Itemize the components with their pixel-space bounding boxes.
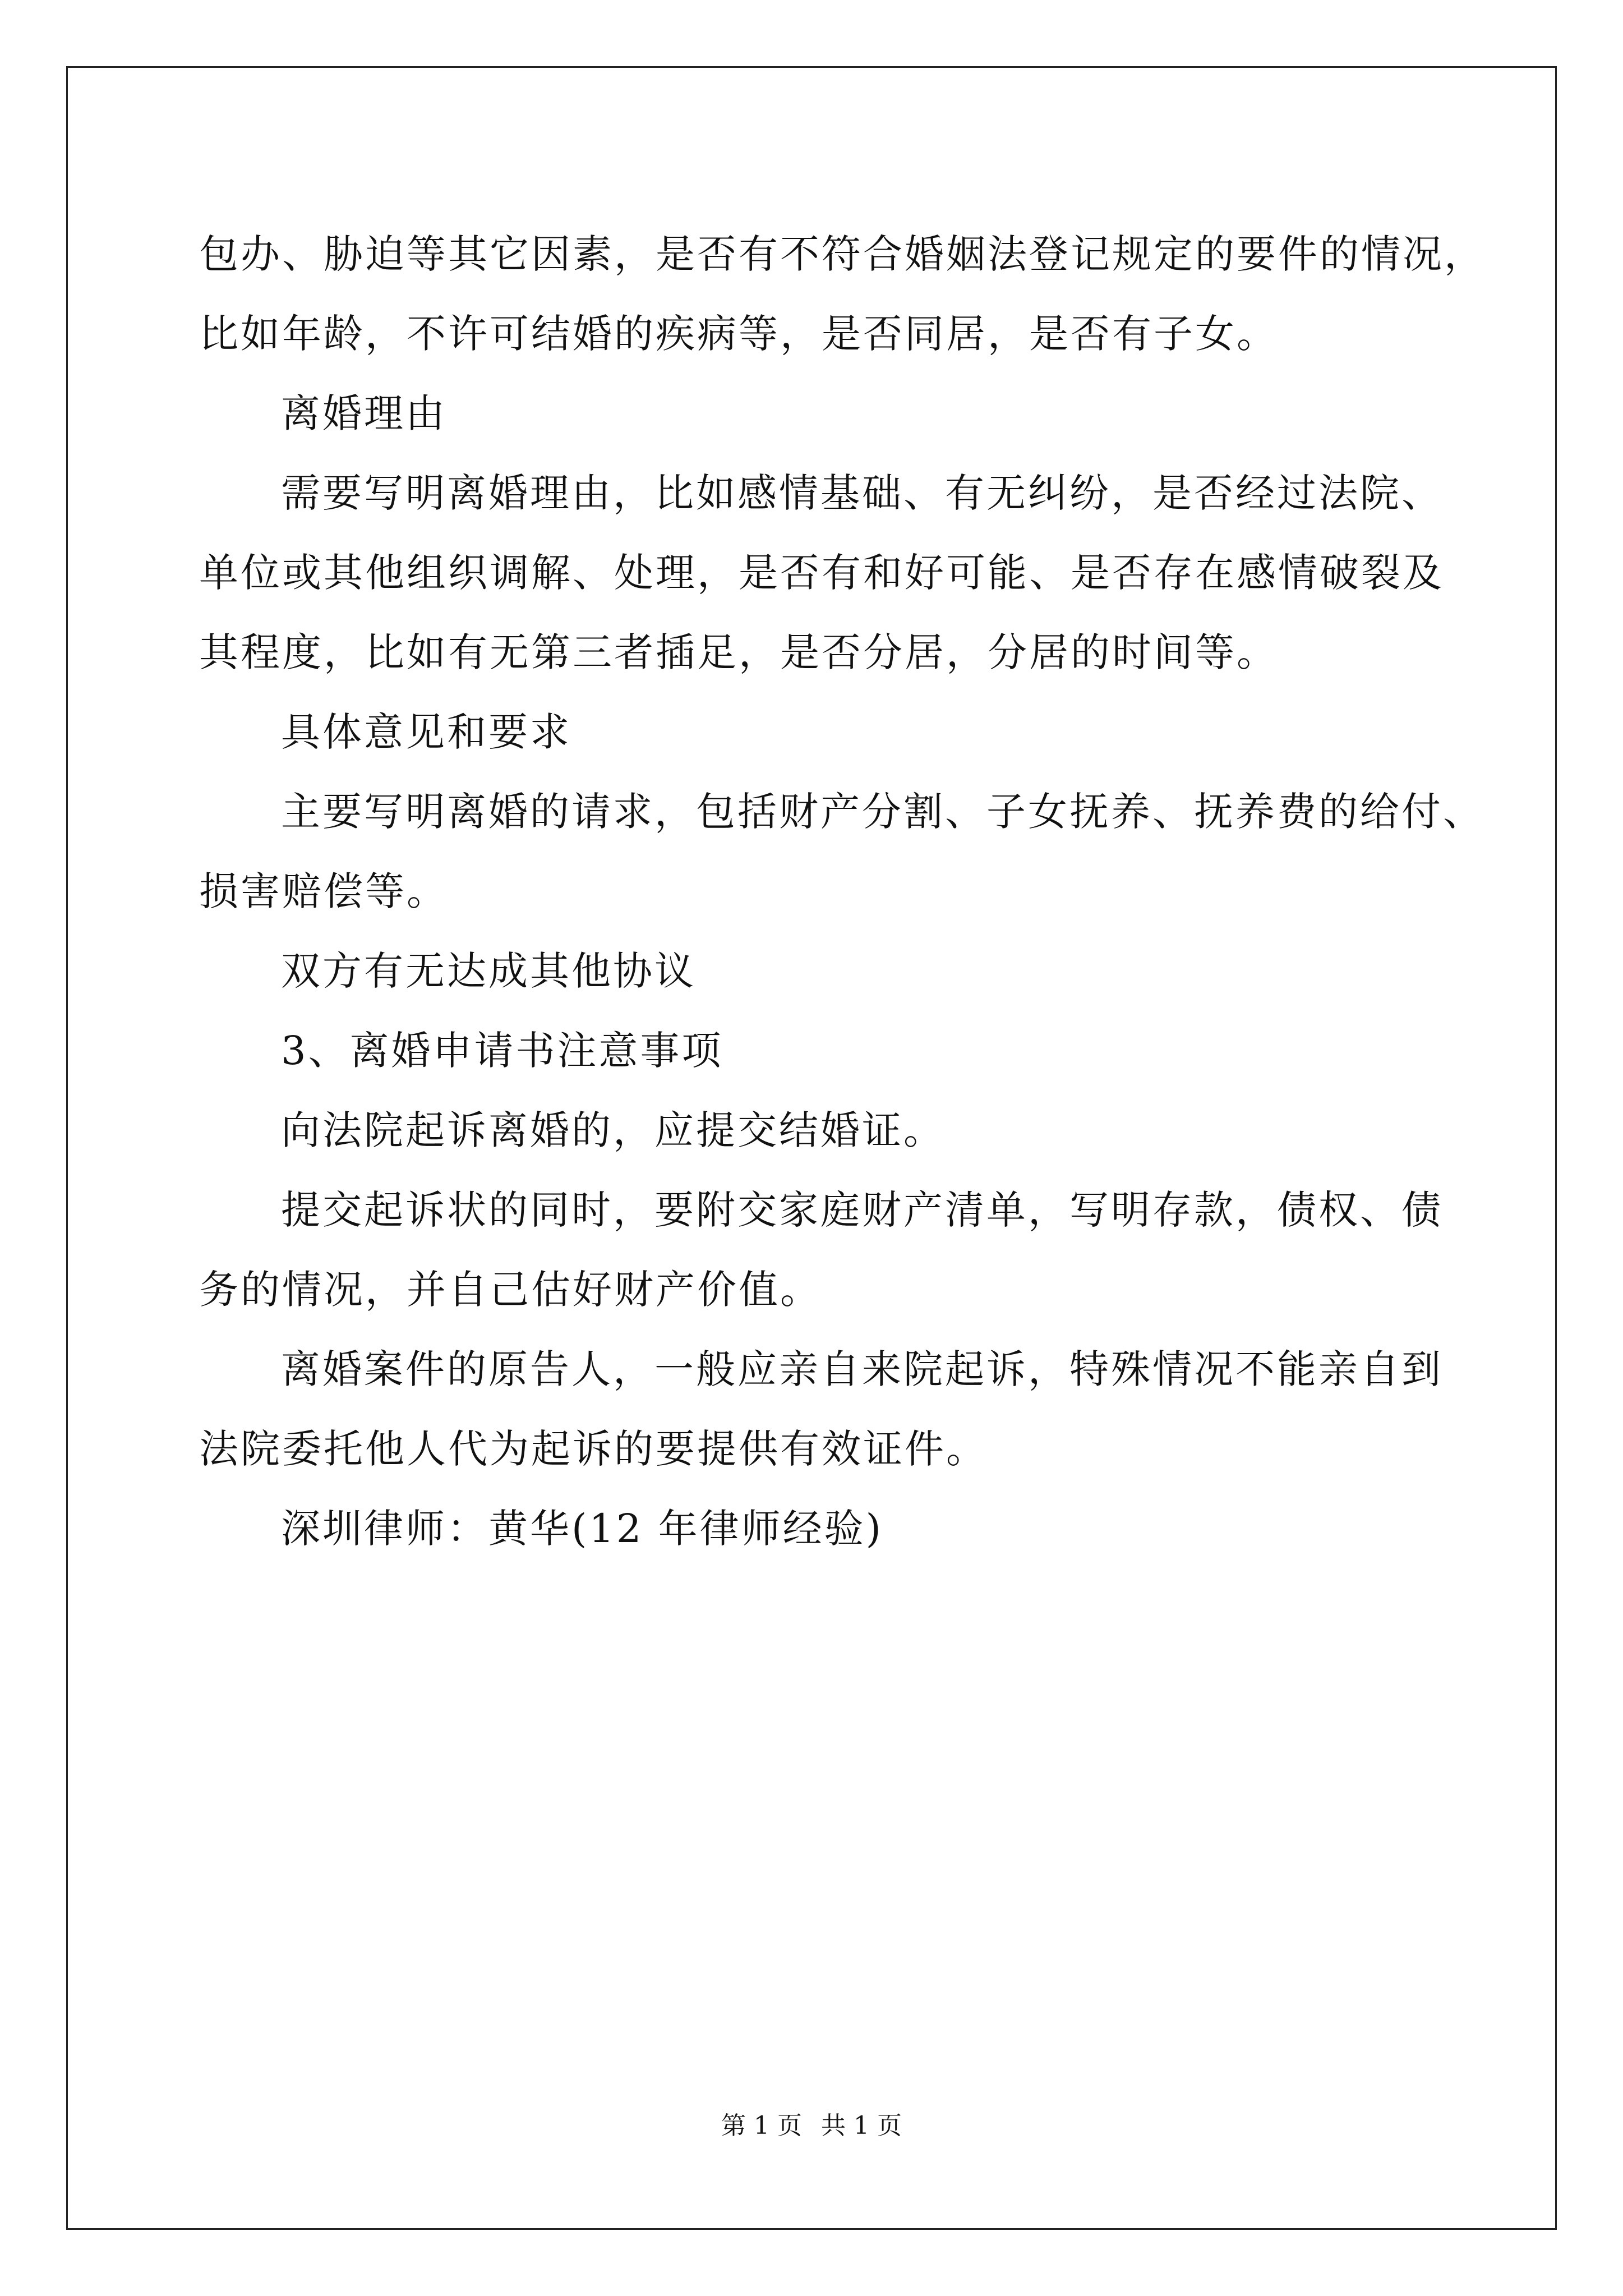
paragraph-line: 其程度，比如有无第三者插足，是否分居，分居的时间等。 <box>199 629 1278 675</box>
paragraph-line: 主要写明离婚的请求，包括财产分割、子女抚养、抚养费的给付、 <box>281 789 1484 835</box>
paragraph-line: 务的情况，并自己估好财产价值。 <box>199 1267 822 1313</box>
paragraph-line: 需要写明离婚理由，比如感情基础、有无纠纷，是否经过法院、 <box>281 470 1443 516</box>
section-heading-notes: 3、离婚申请书注意事项 <box>281 1028 723 1074</box>
page-number-total: 共 1 页 <box>821 2111 902 2140</box>
paragraph-line: 提交起诉状的同时，要附交家庭财产清单，写明存款，债权、债 <box>281 1187 1443 1233</box>
paragraph-line: 单位或其他组织调解、处理，是否有和好可能、是否存在感情破裂及 <box>199 550 1444 596</box>
paragraph-line: 比如年龄，不许可结婚的疾病等，是否同居，是否有子女。 <box>199 311 1278 357</box>
paragraph-line: 向法院起诉离婚的，应提交结婚证。 <box>281 1107 945 1153</box>
section-heading-opinion: 具体意见和要求 <box>281 709 571 755</box>
section-heading-agreement: 双方有无达成其他协议 <box>281 948 696 994</box>
paragraph-line: 包办、胁迫等其它因素，是否有不符合婚姻法登记规定的要件的情况， <box>199 231 1486 277</box>
document-body <box>199 214 1486 1568</box>
page-footer <box>0 2109 1623 2143</box>
paragraph-line: 法院委托他人代为起诉的要提供有效证件。 <box>199 1426 988 1472</box>
page-number-current: 第 1 页 <box>721 2111 802 2140</box>
section-heading-reason: 离婚理由 <box>281 390 447 436</box>
paragraph-line: 离婚案件的原告人，一般应亲自来院起诉，特殊情况不能亲自到 <box>281 1346 1443 1392</box>
paragraph-line: 损害赔偿等。 <box>199 868 448 914</box>
lawyer-signature-line: 深圳律师：黄华(12 年律师经验) <box>281 1506 883 1552</box>
